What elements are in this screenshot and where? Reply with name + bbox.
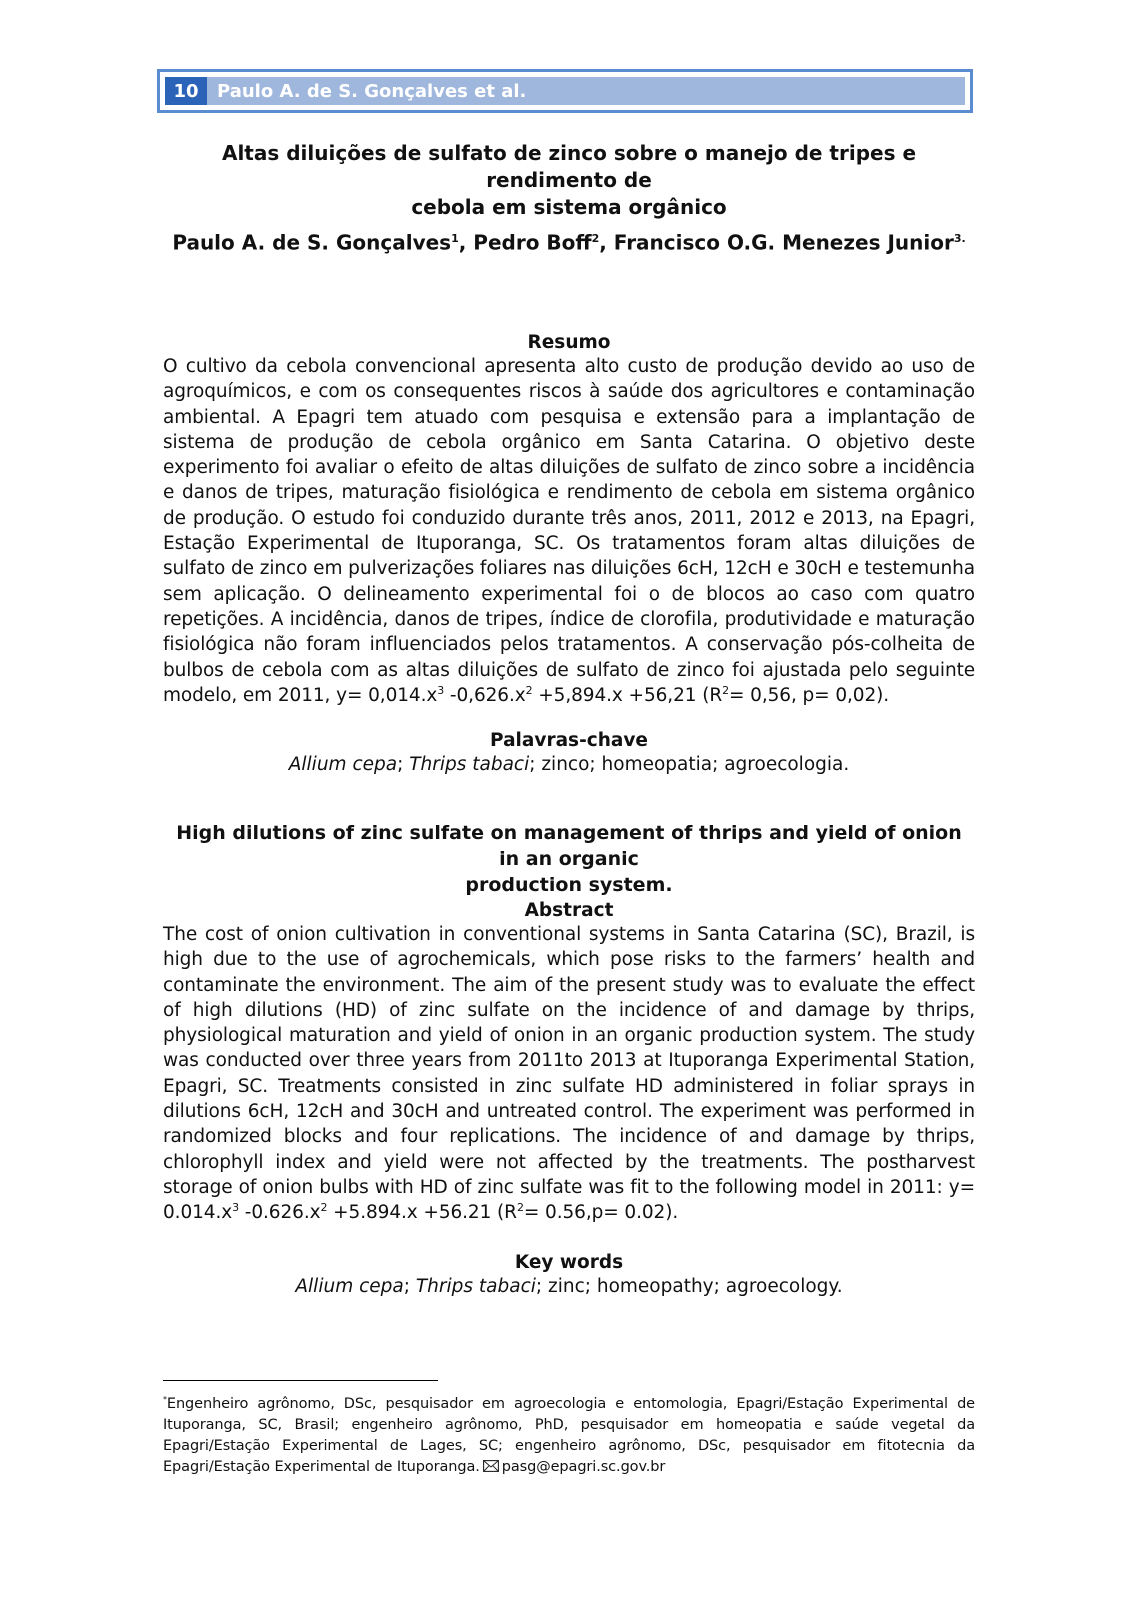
keywords-species-2: Thrips tabaci [415, 1276, 536, 1297]
keywords-separator: ; [403, 1276, 416, 1297]
english-title [163, 820, 975, 898]
footnote-text: Engenheiro agrônomo, DSc, pesquisador em agroecologia e entomologia, Epagri/Estação Experimental de Ituporanga, SC, Brasil; engenheiro agrônomo, PhD, pesquisador em homeopatia e saúde vegetal da Epagri/Estação Experimental de Lages, SC; engenheiro agrônomo, DSc, pesquisador em fitotecnia da Epagri/Estação Experimental de Ituporanga. [163, 1395, 975, 1475]
abstract-text-4: = 0.56,p= 0.02). [523, 1202, 679, 1224]
abstract-sup-1: 3 [232, 1201, 239, 1215]
keywords-species-1: Allium cepa [295, 1276, 404, 1297]
author-2-affil: 2 [591, 232, 600, 245]
palavras-chave-list [163, 752, 975, 777]
footnote [163, 1389, 975, 1478]
portuguese-title-line-2: cebola em sistema orgânico [411, 195, 727, 219]
author-list [163, 225, 975, 257]
english-title-line-2: production system. [465, 874, 673, 896]
keywords-rest: ; zinc; homeopathy; agroecology. [535, 1276, 843, 1297]
key-words-list [163, 1274, 975, 1299]
english-title-line-1: High dilutions of zinc sulfate on management of thrips and yield of onion in an organic [176, 822, 962, 870]
footnote-mark: * [163, 1395, 167, 1404]
abstract-body [163, 922, 975, 1226]
resumo-body [163, 354, 975, 708]
page-number: 10 [165, 77, 207, 105]
author-3-affil: 3. [953, 232, 966, 245]
author-1-affil: 1 [451, 232, 459, 245]
abstract-heading: Abstract [524, 900, 614, 921]
envelope-icon [483, 1460, 499, 1472]
resumo-text-2: -0,626.x [444, 684, 526, 706]
key-words-heading: Key words [514, 1252, 624, 1273]
running-header [157, 69, 973, 113]
palavras-separator: ; [397, 754, 410, 775]
author-3: , Francisco O.G. Menezes Junior [599, 230, 954, 255]
portuguese-title-line-1: Altas diluições de sulfato de zinco sobre o manejo de tripes e rendimento de [221, 141, 917, 192]
author-1: Paulo A. de S. Gonçalves [172, 230, 452, 255]
resumo-heading: Resumo [527, 332, 611, 353]
resumo-text-3: +5,894.x +56,21 (R [532, 684, 723, 706]
running-head-authors: Paulo A. de S. Gonçalves et al. [217, 80, 527, 102]
resumo-text-4: = 0,56, p= 0,02). [728, 684, 890, 706]
author-2: , Pedro Boff [458, 230, 592, 255]
footnote-rule [163, 1380, 438, 1381]
palavras-chave-heading: Palavras-chave [490, 730, 648, 751]
resumo-sup-2: 2 [525, 683, 533, 697]
portuguese-title [163, 140, 975, 221]
abstract-sup-2: 2 [320, 1201, 328, 1215]
resumo-sup-3: 2 [722, 683, 729, 697]
resumo-text-1: O cultivo da cebola convencional apresenta alto custo de produção devido ao uso de agroquímicos, e com os consequentes riscos à saúde dos agricultores e contaminação ambiental. A Epagri tem atuado com pesquisa e extensão para a implantação de sistema de produção de cebola orgânico em Santa Catarina. O objetivo deste experimento foi avaliar o efeito de altas diluições de sulfato de zinco sobre a incidência e danos de tripes, maturação fisiológica e rendimento de cebola em sistema orgânico de produção. O estudo foi conduzido durante três anos, 2011, 2012 e 2013, na Epagri, Estação Experimental de Ituporanga, SC. Os tratamentos foram altas diluições de sulfato de zinco em pulverizações foliares nas diluições 6cH, 12cH e 30cH e testemunha sem aplicação. O delineamento experimental foi o de blocos ao caso com quatro repetições. A incidência, danos de tripes, índice de clorofila, produtividade e maturação fisiológica não foram influenciados pelos tratamentos. A conservação pós-colheita de bulbos de cebola com as altas diluições de sulfato de zinco foi ajustada pelo seguinte modelo, em 2011, y= 0,014.x [163, 356, 975, 706]
resumo-sup-1: 3 [437, 683, 445, 697]
running-header-band [165, 77, 965, 105]
abstract-text-2: -0.626.x [239, 1202, 321, 1224]
abstract-sup-3: 2 [516, 1201, 524, 1215]
palavras-species-2: Thrips tabaci [409, 754, 530, 775]
author-email-link[interactable]: pasg@epagri.sc.gov.br [501, 1458, 666, 1475]
palavras-rest: ; zinco; homeopatia; agroecologia. [529, 754, 850, 775]
abstract-text-1: The cost of onion cultivation in conventional systems in Santa Catarina (SC), Brazil, is high due to the use of agrochemicals, which pose risks to the farmers’ health and contaminate the environment. The aim of the present study was to evaluate the effect of high dilutions (HD) of zinc sulfate on the incidence of and damage by thrips, physiological maturation and yield of onion in an organic production system. The study was conducted over three years from 2011to 2013 at Ituporanga Experimental Station, Epagri, SC. Treatments consisted in zinc sulfate HD administered in foliar sprays in dilutions 6cH, 12cH and 30cH and untreated control. The experiment was performed in randomized blocks and four replications. The incidence of and damage by thrips, chlorophyll index and yield were not affected by the treatments. The postharvest storage of onion bulbs with HD of zinc sulfate was fit to the following model in 2011: y= 0.014.x [163, 924, 975, 1224]
abstract-text-3: +5.894.x +56.21 (R [327, 1202, 517, 1224]
palavras-species-1: Allium cepa [288, 754, 398, 775]
